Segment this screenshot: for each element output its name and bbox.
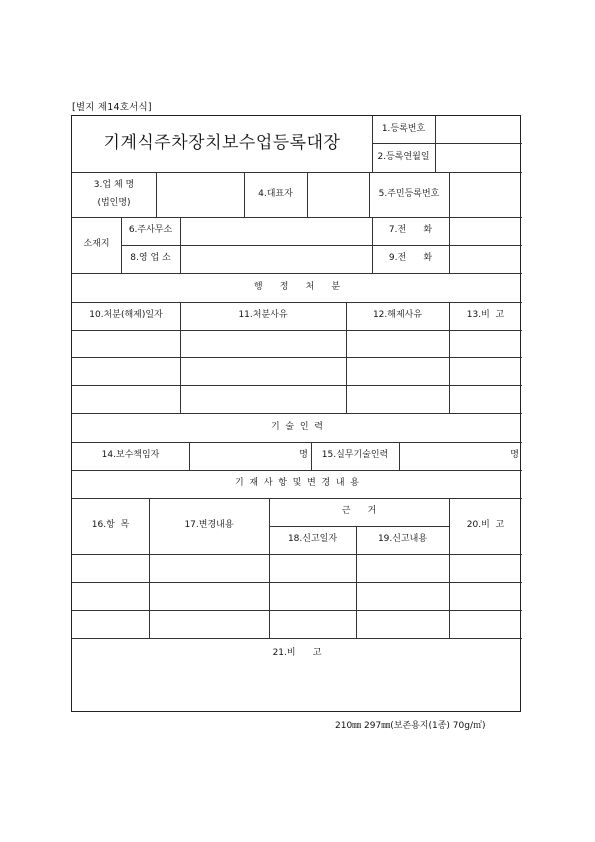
rule xyxy=(307,172,308,217)
col-changes-remarks: 20.비 고 xyxy=(466,520,505,531)
rule xyxy=(72,330,522,331)
company-name-label xyxy=(72,172,156,217)
practical-staff-label: 15.실무기술인력 xyxy=(321,450,389,461)
col-basis: 근 거 xyxy=(341,506,377,517)
form-number-label: [별지 제14호서식] xyxy=(72,102,152,113)
rule xyxy=(449,217,450,273)
location-label: 소재지 xyxy=(83,239,110,250)
representative-label: 4.대표자 xyxy=(258,188,293,199)
rule xyxy=(72,357,522,358)
remarks-21-label: 21.비 고 xyxy=(272,648,322,659)
col-release-reason: 12.해제사유 xyxy=(372,310,423,321)
admin-action-header: 행 정 처 분 xyxy=(253,281,341,292)
form-title: 기계식주차장치보수업등록대장 xyxy=(103,133,341,154)
phone1-label: 7.전 화 xyxy=(388,225,433,236)
rule xyxy=(72,610,522,611)
head-office-label: 6.주사무소 xyxy=(128,225,173,236)
paper-spec-note: 210㎜ 297㎜(보존용지(1종) 70g/㎡) xyxy=(335,721,486,731)
technical-staff-header: 기 술 인 력 xyxy=(271,421,323,432)
col-report-content: 19.신고내용 xyxy=(377,534,428,545)
rule xyxy=(72,638,522,639)
rule xyxy=(72,554,522,555)
unit-label: 명 xyxy=(299,450,308,461)
company-name-sub: (법인명) xyxy=(97,197,131,208)
resident-no-label: 5.주민등록번호 xyxy=(378,188,440,199)
rule xyxy=(72,385,522,386)
reg-no-label: 1.등록번호 xyxy=(381,123,426,134)
col-action-reason: 11.처분사유 xyxy=(238,310,288,321)
rule xyxy=(449,172,450,217)
rule xyxy=(156,172,157,217)
col-remarks: 13.비 고 xyxy=(466,310,505,321)
rule xyxy=(121,245,522,246)
maintenance-manager-label: 14.보수책임자 xyxy=(101,450,160,461)
phone2-label: 9.전 화 xyxy=(388,253,433,264)
company-name-text: 3.업 체 명 xyxy=(93,180,135,191)
registration-ledger-form xyxy=(71,115,521,712)
rule xyxy=(180,217,181,273)
rule xyxy=(72,582,522,583)
unit-label: 명 xyxy=(510,450,519,461)
col-report-date: 18.신고일자 xyxy=(287,534,338,545)
rule xyxy=(435,116,436,172)
col-item: 16.항 목 xyxy=(91,520,130,531)
changes-header: 기 재 사 항 및 변 경 내 용 xyxy=(234,478,360,489)
business-office-label: 8.영 업 소 xyxy=(130,253,171,264)
reg-date-label: 2.등록연월일 xyxy=(377,151,430,162)
col-action-date: 10.처분(해제)일자 xyxy=(89,310,163,321)
col-change-content: 17.변경내용 xyxy=(184,520,234,531)
